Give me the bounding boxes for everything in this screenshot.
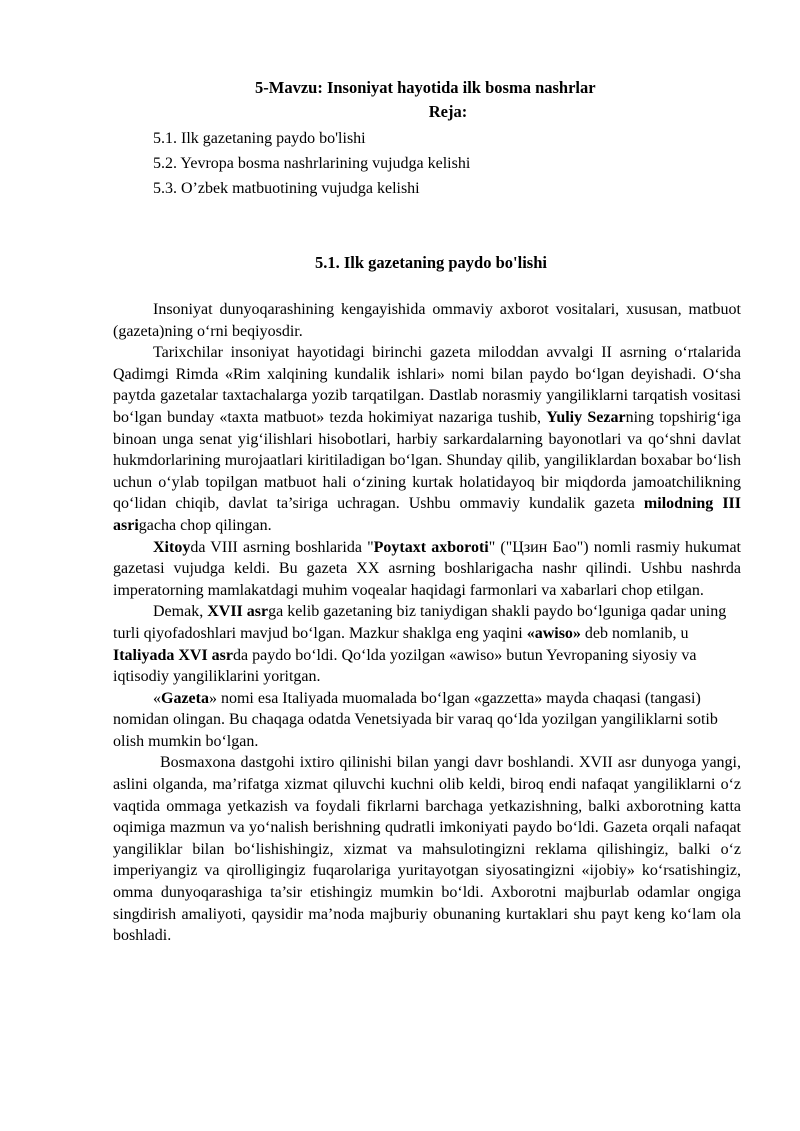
toc-item: 5.2. Yevropa bosma nashrlarining vujudga kelishi <box>153 155 471 172</box>
paragraph-4: Demak, XVII asrga kelib gazetaning biz taniydigan shakli paydo bo‘lguniga qadar uning turli qiyofadoshlari mavjud bo‘lgan. Mazkur shaklga eng yaqini «awiso» deb nomlanib, u Italiyada XVI asrda paydo bo‘ldi. Qo‘lda yozilgan «awiso» butun Yevropaning siyosiy va iqtisodiy yangiliklarini yoritgan. <box>113 603 727 686</box>
table-of-contents <box>153 126 470 201</box>
paragraph-3: Xitoyda VIII asrning boshlarida "Poytaxt axboroti" ("Цзин Бао") nomli rasmiy hukumat gazetasi vujudga keldi. Bu gazeta XX asrning boshlarigacha nashr qilindi. Ushbu nashrda imperatorning mamlakatdagi muhim voqealar haqidagi farmonlari va xabarlari chop etilgan. <box>113 538 741 599</box>
plan-heading: Reja: <box>428 102 468 121</box>
toc-item: 5.3. O’zbek matbuotining vujudga kelishi <box>153 180 420 197</box>
paragraph-6: Bosmaxona dastgohi ixtiro qilinishi bilan yangi davr boshlandi. XVII asr dunyoga yangi, aslini olganda, ma’rifatga xizmat qiluvchi kuchni olib keldi, biroq endi nafaqat yangiliklarni o‘z vaqtida ommaga yetkazish va foydali fikrlarni barchaga yetkazishning, balki axborotning katta oqimiga mazmun va yo‘nalish berishning qudratli imkoniyati paydo bo‘ldi. Gazeta orqali nafaqat yangiliklar bilan bo‘lishishingiz, xizmat va mahsulotingizni reklama qilishingiz, balki o‘z imperiyangiz va qirolligingiz fuqarolariga yuritayotgan siyosatingizni «ijobiy» ko‘rsatishingiz, omma dunyoqarashiga ta’sir etishingiz mumkin bo‘ldi. Axborotni majburlab odamlar ongiga singdirish amaliyoti, qaysidir ma’noda majburiy obunaning kurtaklari shu payt keng ko‘lam ola boshladi. <box>113 754 741 945</box>
body-text <box>113 299 741 947</box>
document-title: 5-Mavzu: Insoniyat hayotida ilk bosma nashrlar <box>255 78 596 97</box>
paragraph-2: Tarixchilar insoniyat hayotidagi birinchi gazeta miloddan avvalgi II asrning o‘rtalarida Qadimgi Rimda «Rim xalqining kundalik ishlari» nomi bilan paydo bo‘lgan deyishadi. O‘sha paytda gazetalar taxtachalarga yozib tarqatilgan. Dastlab norasmiy yangiliklarni tarqatish vositasi bo‘lgan bunday «taxta matbuot» tezda hokimiyat nazariga tushib, Yuliy Sezarning topshirig‘iga binoan unga senat yig‘ilishlari hisobotlari, harbiy sarkardalarning bayonotlari va qo‘shni davlat hukmdorlarining murojaatlari kiritiladigan bo‘lgan. Shunday qilib, yangiliklardan boxabar bo‘lish uchun o‘ylab topilgan matbuot hali o‘zining kurtak holatidayoq bir miqdorda jamoatchilikning qo‘lidan chiqib, davlat ta’siriga uchragan. Ushbu ommaviy kundalik gazeta milodning III asrigacha chop qilingan. <box>113 344 741 534</box>
toc-item: 5.1. Ilk gazetaning paydo bo'lishi <box>153 130 366 147</box>
paragraph-5: «Gazeta» nomi esa Italiyada muomalada bo‘lgan «gazzetta» mayda chaqasi (tangasi) nomidan olingan. Bu chaqaga odatda Venetsiyada bir varaq qo‘lda yozilgan yangiliklarni sotib olish mumkin bo‘lgan. <box>113 689 718 750</box>
paragraph-1: Insoniyat dunyoqarashining kengayishida ommaviy axborot vositalari, xususan, matbuot (gazeta)ning o‘rni beqiyosdir. <box>113 301 741 340</box>
section-title: 5.1. Ilk gazetaning paydo bo'lishi <box>315 253 547 272</box>
